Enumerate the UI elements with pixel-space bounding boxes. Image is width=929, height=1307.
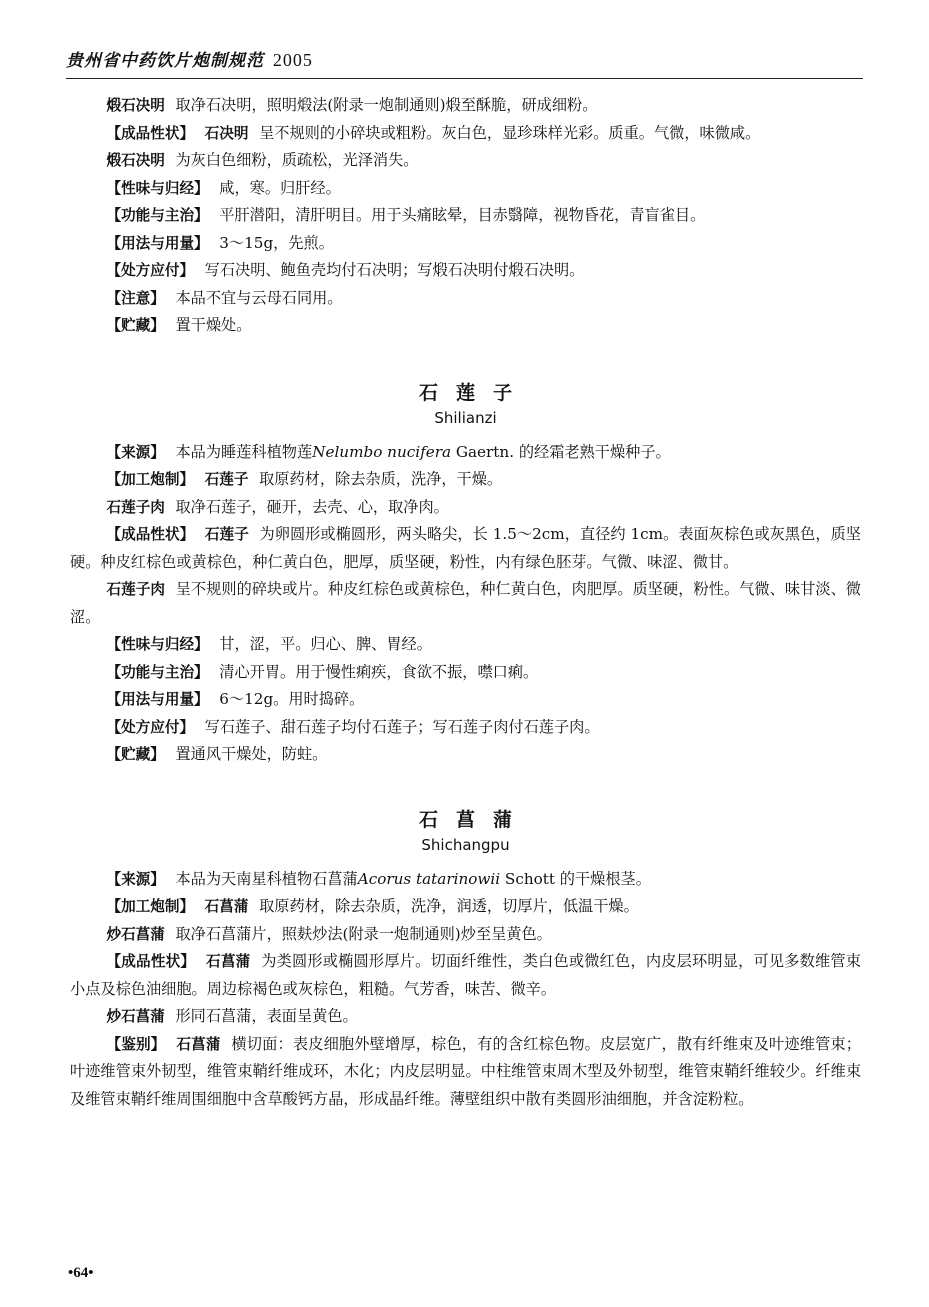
paragraph-text: 为卵圆形或椭圆形，两头略尖，长 1.5～2cm，直径约 1cm。表面灰棕色或灰黑色，质坚硬。种皮红棕色或黄棕色，种仁黄白色，肥厚，质坚硬，粉性，内有绿色胚芽。气微、味涩、微甘。 [70,525,861,571]
term-label: 石莲子 [204,471,249,488]
term-label: 煅石决明 [106,97,165,114]
paragraph [70,312,861,340]
section-label: 【成品性状】 [106,953,196,970]
paragraph [70,230,861,258]
monograph-pinyin: Shichangpu [421,835,510,854]
section-label: 【处方应付】 [106,718,195,736]
paragraph-text: 取净石莲子，砸开，去壳、心，取净肉。 [175,497,449,516]
book-title: 贵州省中药饮片炮制规范 [66,51,264,71]
paragraph [70,175,861,203]
paragraph [70,257,861,285]
section-label: 【性味与归经】 [106,179,209,197]
paragraph [70,948,861,1003]
paragraph-text: 3～15g，先煎。 [219,233,334,252]
paragraph [70,1003,861,1031]
paragraph-text: 咸，寒。归肝经。 [219,178,341,197]
paragraph [70,893,861,921]
latin-name: Acorus tatarinowii [357,869,501,888]
paragraph-text: 本品不宜与云母石同用。 [175,288,343,307]
term-label: 炒石菖蒲 [106,925,165,943]
section-label: 【性味与归经】 [106,636,209,653]
section-label: 【贮藏】 [106,746,165,763]
page-number: •64• [68,1265,94,1281]
latin-name: Nelumbo nucifera [312,442,452,461]
paragraph [70,659,861,687]
section-label: 【来源】 [106,443,165,461]
paragraph [70,866,861,894]
term-label: 石莲子肉 [106,498,165,516]
section-label: 【处方应付】 [106,262,195,279]
paragraph [70,1031,861,1114]
paragraph-text: 本品为天南星科植物石菖蒲 [175,869,358,888]
paragraph [70,285,861,313]
paragraph-text: 为类圆形或椭圆形厚片。切面纤维性，类白色或微红色，内皮层环明显，可见多数维管束小点及棕色油细胞。周边棕褐色或灰棕色，粗糙。气芳香，味苦、微辛。 [70,952,861,998]
section-label: 【功能与主治】 [106,207,209,224]
term-label: 石莲子肉 [106,581,166,598]
term-label: 煅石决明 [106,152,165,169]
section-label: 【用法与用量】 [106,234,209,252]
term-label: 石菖蒲 [204,898,249,915]
paragraph-text: 形同石菖蒲，表面呈黄色。 [175,1007,358,1025]
term-label: 炒石菖蒲 [106,1008,165,1025]
paragraph-text: 呈不规则的碎块或片。种皮红棕色或黄棕色，种仁黄白色，肉肥厚。质坚硬，粉性。气微、味甘淡、微涩。 [70,580,861,626]
paragraph-text: 平肝潜阳，清肝明目。用于头痛眩晕，目赤翳障，视物昏花，青盲雀目。 [219,206,706,224]
paragraph-text: 取净石菖蒲片，照麸炒法(附录一炮制通则)炒至呈黄色。 [175,924,552,943]
paragraph-text: Gaertn. 的经霜老熟干燥种子。 [455,442,671,461]
term-label: 石决明 [204,124,249,142]
section-label: 【功能与主治】 [106,663,209,681]
term-label: 石菖蒲 [176,1035,221,1053]
paragraph [70,921,861,949]
paragraph-text: 写石决明、鲍鱼壳均付石决明；写煅石决明付煅石决明。 [204,261,585,279]
paragraph-text: 写石莲子、甜石莲子均付石莲子；写石莲子肉付石莲子肉。 [204,717,600,736]
section-label: 【用法与用量】 [106,691,209,708]
term-label: 石莲子 [204,526,249,543]
book-year: 2005 [272,50,313,70]
paragraph-text: 6～12g。用时捣碎。 [219,690,365,708]
page-content [70,92,861,1113]
paragraph-text: 取原药材，除去杂质，洗净，干燥。 [259,470,503,488]
section-label: 【鉴别】 [106,1035,166,1053]
paragraph-text: 本品为睡莲科植物莲 [175,442,313,461]
paragraph-text: 呈不规则的小碎块或粗粉。灰白色，显珍珠样光彩。质重。气微，味微咸。 [259,123,761,142]
paragraph-text: 置干燥处。 [175,316,252,334]
section-label: 【来源】 [106,870,165,888]
paragraph [70,92,861,120]
paragraph-text: 清心开胃。用于慢性痢疾，食欲不振，噤口痢。 [219,662,539,681]
section-label: 【成品性状】 [106,526,195,543]
paragraph-text: 甘，涩，平。归心、脾、胃经。 [219,635,432,653]
paragraph [70,631,861,659]
paragraph [70,494,861,522]
monograph-title: 石菖蒲 [418,808,530,831]
paragraph-text: 为灰白色细粉，质疏松，光泽消失。 [175,151,419,169]
paragraph-text: 置通风干燥处，防蛀。 [175,745,328,763]
section-label: 【加工炮制】 [106,471,195,488]
paragraph [70,147,861,175]
monograph-pinyin: Shilianzi [434,408,497,427]
header-title [66,46,313,71]
paragraph [70,202,861,230]
paragraph [70,714,861,742]
paragraph [70,439,861,467]
paragraph-text: 取原药材，除去杂质，洗净，润透，切厚片，低温干燥。 [259,897,639,915]
running-header [66,44,863,79]
paragraph [70,576,861,631]
paragraph-text: 横切面：表皮细胞外壁增厚，棕色，有的含红棕色物。皮层宽广，散有纤维束及叶迹维管束；叶迹维管束外韧型，维管束鞘纤维成环，木化；内皮层明显。中柱维管束周木型及外韧型，维管束鞘纤维较少。纤维束及维管束鞘纤维周围细胞中含草酸钙方晶，形成晶纤维。薄壁组织中散有类圆形油细胞，并含淀粉粒。 [70,1034,861,1108]
paragraph-text: Schott 的干燥根茎。 [504,869,651,888]
paragraph-text: 取净石决明，照明煅法(附录一炮制通则)煅至酥脆，研成细粉。 [175,96,598,114]
paragraph [70,120,861,148]
section-label: 【成品性状】 [106,124,195,142]
paragraph [70,741,861,769]
paragraph [70,466,861,494]
term-label: 石菖蒲 [205,953,251,970]
section-label: 【加工炮制】 [106,898,195,915]
paragraph [70,686,861,714]
section-label: 【贮藏】 [106,317,165,334]
paragraph [70,521,861,576]
monograph-title: 石莲子 [418,381,530,404]
section-label: 【注意】 [106,289,165,307]
